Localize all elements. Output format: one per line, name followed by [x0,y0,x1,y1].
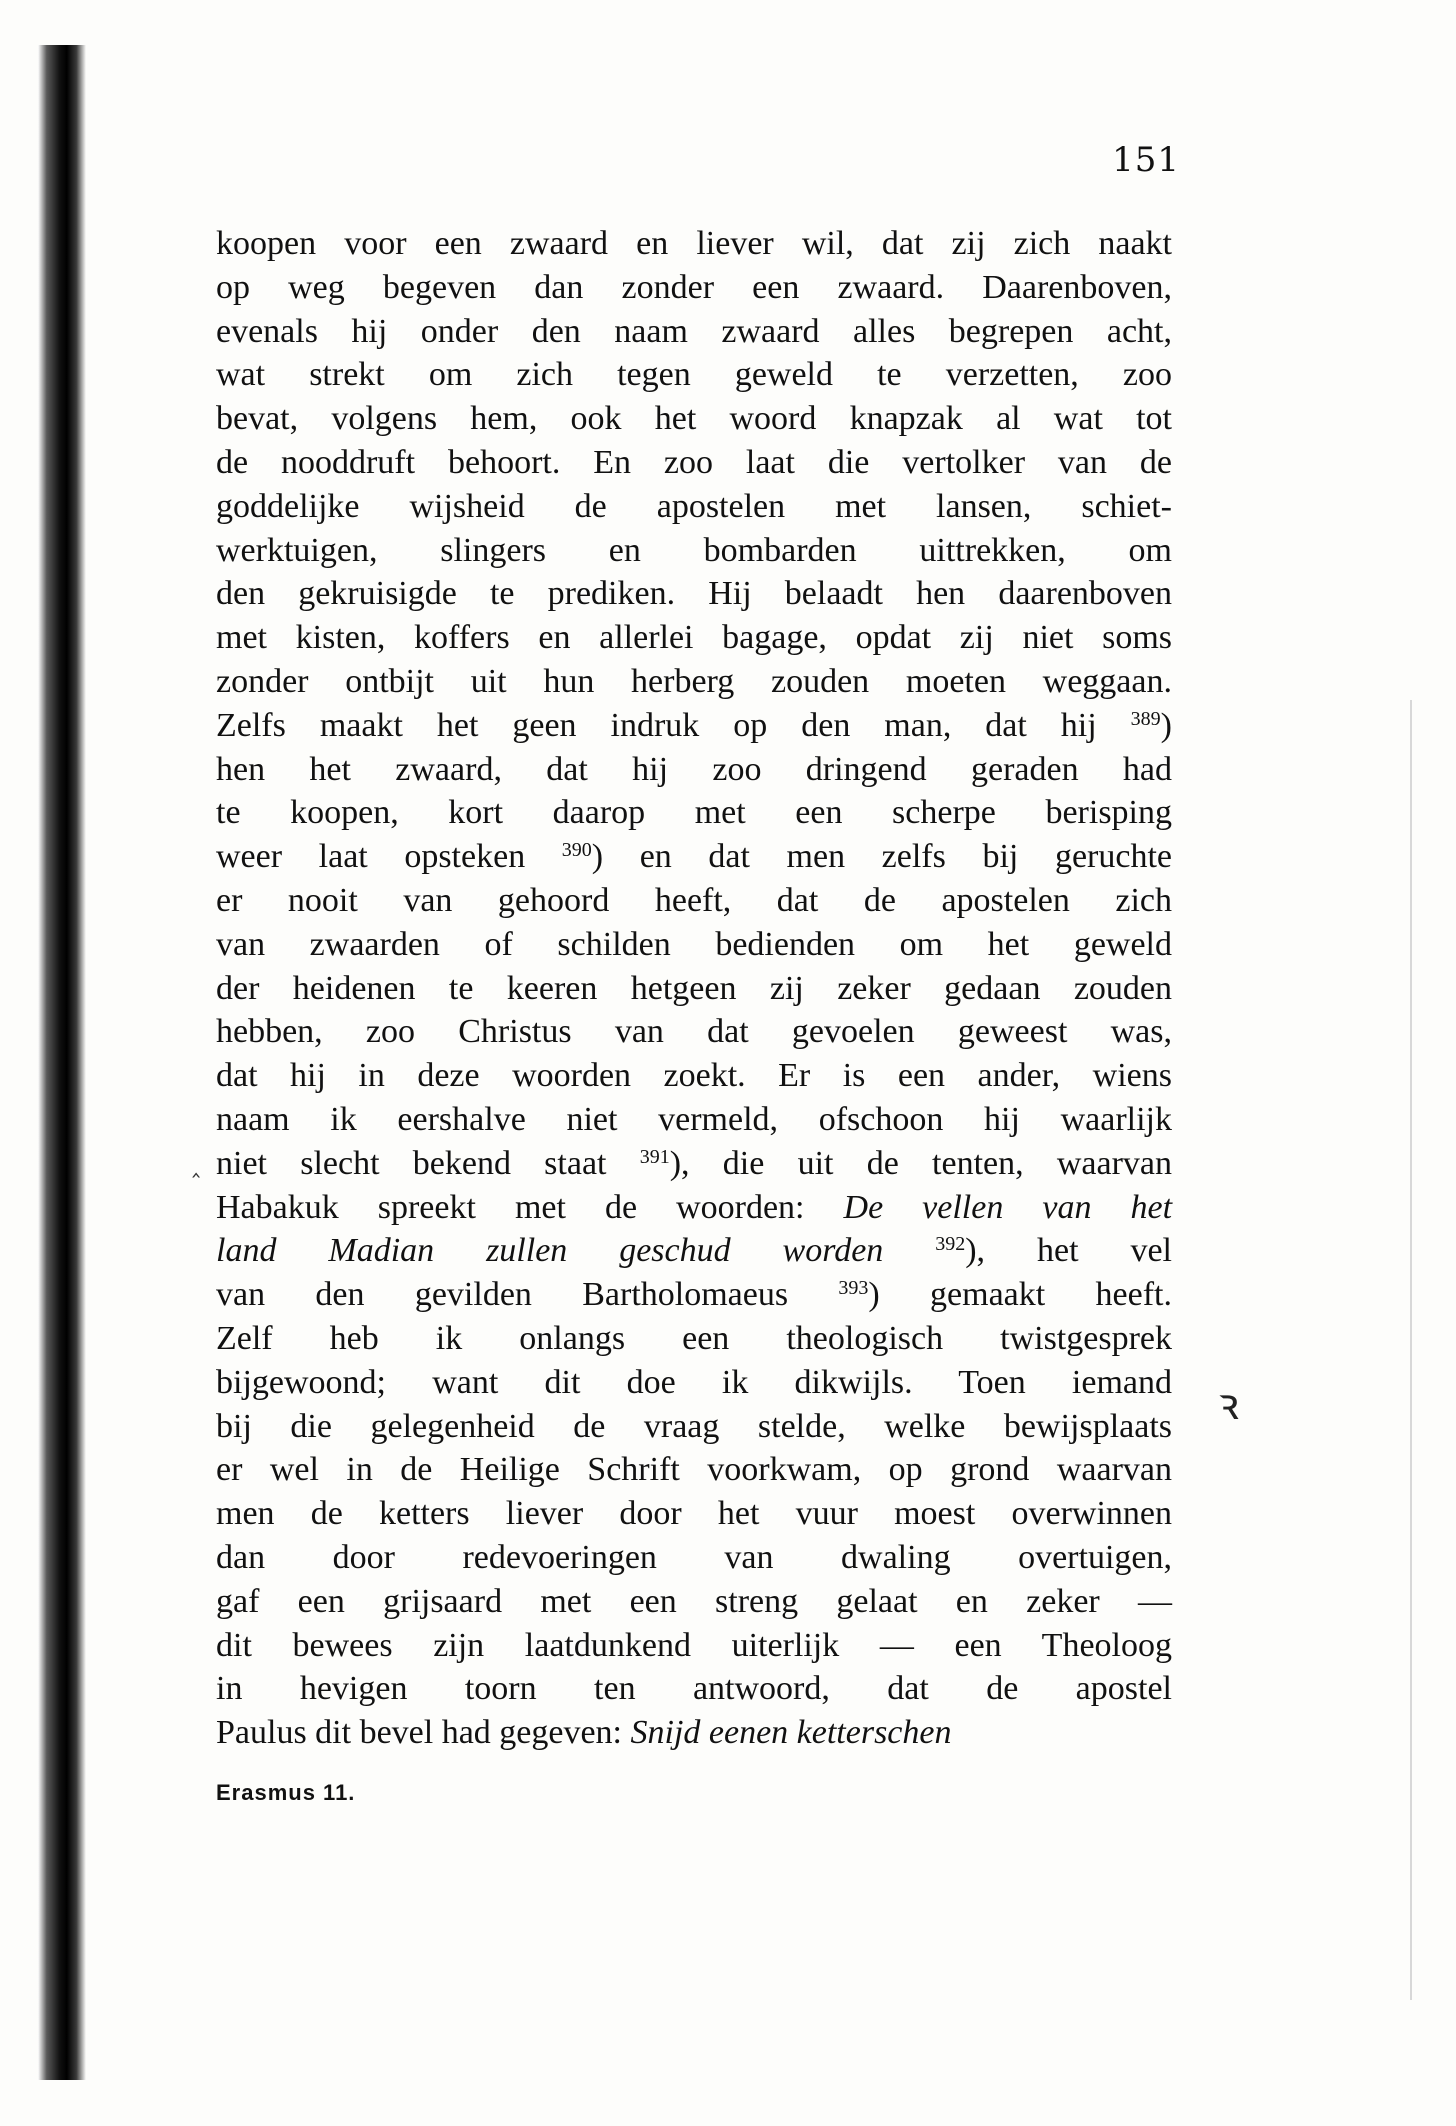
text-line [216,1361,1172,1405]
line-text: met kisten, koffers en allerlei bagage, opdat zij niet soms [216,619,1172,657]
line-text: ) en dat men zelfs bij geruchte [591,838,1172,876]
text-line [216,310,1172,354]
binding-edge [38,45,86,2080]
text-line [216,1273,1172,1317]
text-line [216,353,1172,397]
text-line [216,485,1172,529]
text-line [216,1010,1172,1054]
margin-handwritten-mark: ꝛ [1218,1379,1239,1430]
line-text: wat strekt om zich tegen geweld te verzetten, zoo [216,356,1172,394]
text-line [216,1054,1172,1098]
text-line [216,1448,1172,1492]
printer-signature: Erasmus 11. [216,1780,356,1805]
text-line [216,1142,1172,1186]
footnote-ref: 391 [639,1145,670,1168]
line-text: werktuigen, slingers en bombarden uittrekken, om [216,531,1172,569]
text-line [216,704,1172,748]
footnote-ref: 390 [561,839,592,862]
page-number: 151 [1112,140,1180,180]
text-line [216,791,1172,835]
line-text: hebben, zoo Christus van dat gevoelen geweest was, [216,1013,1172,1051]
text-line [216,879,1172,923]
body-text [216,222,1172,1755]
text-line [216,441,1172,485]
line-text: dat hij in deze woorden zoekt. Er is een ander, wiens [216,1057,1172,1095]
text-line [216,660,1172,704]
text-line [216,1536,1172,1580]
line-text: goddelijke wijsheid de apostelen met lansen, schiet- [216,487,1172,525]
text-line [216,1492,1172,1536]
line-text: dit bewees zijn laatdunkend uiterlijk — een Theoloog [216,1626,1172,1664]
text-line [216,616,1172,660]
line-text: Paulus dit bevel had gegeven: [216,1714,631,1752]
text-line [216,1711,1172,1755]
line-text: zonder ontbijt uit hun herberg zouden moeten weggaan. [216,662,1172,700]
line-text: weer laat opsteken [216,838,562,876]
text-line [216,967,1172,1011]
line-text [883,1232,935,1269]
italic-text: Snijd eenen ketterschen [630,1714,952,1752]
line-text: bij die gelegenheid de vraag stelde, welke bewijsplaats [216,1407,1172,1445]
line-text: bijgewoond; want dit doe ik dikwijls. Toen iemand [216,1363,1172,1401]
text-line [216,222,1172,266]
line-text: op weg begeven dan zonder een zwaard. Daarenboven, [216,268,1172,306]
text-line [216,748,1172,792]
line-text: te koopen, kort daarop met een scherpe berisping [216,794,1172,832]
text-line [216,1667,1172,1711]
line-text: niet slecht bekend staat [216,1144,640,1182]
text-line [216,1229,1172,1273]
line-text: van den gevilden Bartholomaeus [216,1276,839,1314]
margin-dot-mark: ‸ [192,1150,201,1178]
text-line [216,529,1172,573]
text-line [216,923,1172,967]
line-text: er wel in de Heilige Schrift voorkwam, op grond waarvan [216,1451,1172,1489]
line-text: hen het zwaard, dat hij zoo dringend geraden had [216,750,1172,788]
line-text: de nooddruft behoort. En zoo laat die vertolker van de [216,443,1172,481]
text-line [216,1186,1172,1230]
line-text: koopen voor een zwaard en liever wil, dat zij zich naakt [216,225,1172,262]
line-text: den gekruisigde te prediken. Hij belaadt hen daarenboven [216,575,1172,613]
text-line [216,1405,1172,1449]
text-line [216,1317,1172,1361]
line-text: men de ketters liever door het vuur moest overwinnen [216,1495,1172,1533]
page-edge-line [1410,700,1412,2000]
footnote-ref: 392 [935,1233,966,1256]
text-line [216,1624,1172,1668]
line-text: ), het vel [965,1232,1172,1270]
text-line [216,1580,1172,1624]
text-line [216,835,1172,879]
line-text: dan door redevoeringen van dwaling overtuigen, [216,1538,1172,1576]
line-text: er nooit van gehoord heeft, dat de apostelen zich [216,881,1172,919]
text-line [216,572,1172,616]
line-text: in hevigen toorn ten antwoord, dat de apostel [216,1670,1172,1708]
line-text: ) gemaakt heeft. [868,1276,1172,1314]
text-line [216,266,1172,310]
text-line [216,1098,1172,1142]
line-text: ), die uit de tenten, waarvan [669,1144,1172,1182]
italic-text: land Madian zullen geschud worden [216,1232,884,1270]
line-text: gaf een grijsaard met een streng gelaat en zeker — [216,1582,1172,1620]
line-text: Zelf heb ik onlangs een theologisch twistgesprek [216,1319,1172,1357]
line-text: van zwaarden of schilden bedienden om het geweld [216,925,1172,963]
text-line [216,397,1172,441]
italic-text: De vellen van het [843,1188,1173,1226]
line-text: Zelfs maakt het geen indruk op den man, dat hij [216,706,1131,744]
footnote-ref: 393 [838,1277,869,1300]
line-text: bevat, volgens hem, ook het woord knapzak al wat tot [216,400,1172,438]
line-text: naam ik eershalve niet vermeld, ofschoon hij waarlijk [216,1100,1172,1138]
line-text: ) [1160,706,1172,744]
line-text: der heidenen te keeren hetgeen zij zeker gedaan zouden [216,969,1172,1007]
line-text: evenals hij onder den naam zwaard alles begrepen acht, [216,312,1172,350]
footnote-ref: 389 [1130,707,1161,730]
line-text: Habakuk spreekt met de woorden: [216,1188,844,1226]
